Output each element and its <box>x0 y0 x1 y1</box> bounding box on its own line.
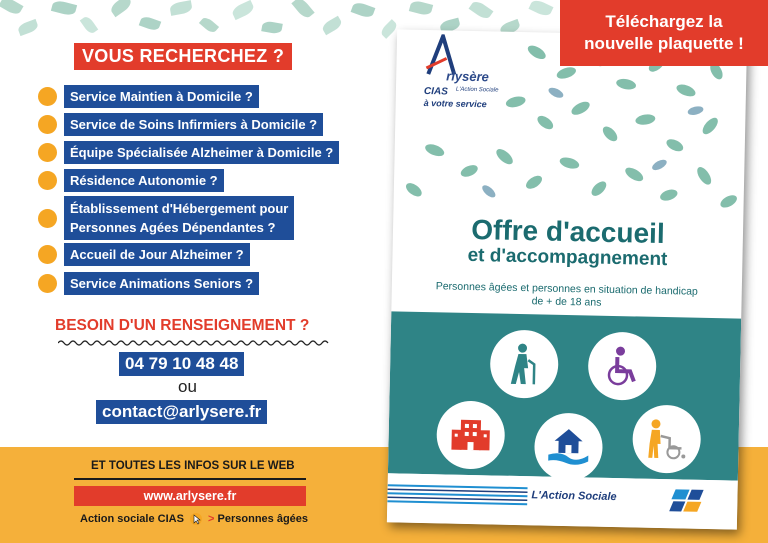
list-item[interactable] <box>38 196 294 240</box>
question-label: Service Animations Seniors ? <box>64 272 259 295</box>
brochure-description <box>391 279 741 312</box>
need-info-heading: BESOIN D'UN RENSEIGNEMENT ? <box>55 317 310 334</box>
brochure-title: Offre d'accueil <box>470 213 665 250</box>
list-item[interactable] <box>38 243 250 266</box>
house-hand-icon <box>534 412 603 481</box>
or-text: ou <box>178 377 197 396</box>
brochure-footer-label: L'Action Sociale <box>531 489 617 504</box>
divider <box>74 478 306 480</box>
download-brochure-button[interactable] <box>560 0 768 66</box>
website-link[interactable]: www.arlysere.fr <box>74 486 306 506</box>
breadcrumb[interactable] <box>80 512 308 526</box>
question-label: Résidence Autonomie ? <box>64 169 224 192</box>
email-link[interactable]: contact@arlysere.fr <box>96 400 267 424</box>
web-info-heading: ET TOUTES LES INFOS SUR LE WEB <box>91 460 295 472</box>
question-label: Service de Soins Infirmiers à Domicile ? <box>64 113 323 136</box>
breadcrumb-page: Personnes âgées <box>217 512 309 525</box>
brochure-description-line2: de + de 18 ans <box>531 295 602 309</box>
services-icons-panel <box>388 311 741 480</box>
bullet-icon <box>38 209 57 228</box>
breadcrumb-separator: > <box>208 512 215 525</box>
question-label-line1: Établissement d'Hébergement pour <box>70 201 289 216</box>
wheelchair-icon <box>587 331 656 400</box>
building-icon <box>436 400 505 469</box>
arlysere-mark-icon <box>669 487 706 516</box>
list-item[interactable] <box>38 169 224 192</box>
bullet-icon <box>38 115 57 134</box>
wavy-divider <box>58 339 333 347</box>
bullet-icon <box>38 171 57 190</box>
breadcrumb-section: Action sociale CIAS <box>80 512 184 525</box>
question-label: Équipe Spécialisée Alzheimer à Domicile ? <box>64 141 339 164</box>
bullet-icon <box>38 245 57 264</box>
list-item[interactable] <box>38 85 259 108</box>
bullet-icon <box>38 87 57 106</box>
bullet-icon <box>38 143 57 162</box>
logo-tagline: à votre service <box>423 97 487 110</box>
brochure-description-line1: Personnes âgées et personnes en situation de handicap <box>435 280 698 298</box>
arlysere-logo <box>413 34 505 116</box>
elderly-walker-icon <box>490 329 559 398</box>
brochure-subtitle: et d'accompagnement <box>467 244 668 271</box>
list-item[interactable] <box>38 113 323 136</box>
bullet-icon <box>38 274 57 293</box>
logo-name: rlysère <box>446 68 490 85</box>
pointer-icon <box>189 512 203 526</box>
question-label <box>64 196 294 240</box>
question-label: Accueil de Jour Alzheimer ? <box>64 243 250 266</box>
wheelchair-helper-icon <box>632 404 701 473</box>
download-line2: nouvelle plaquette ! <box>584 34 744 53</box>
list-item[interactable] <box>38 141 339 164</box>
download-line1: Téléchargez la <box>605 12 723 31</box>
brochure-cover[interactable] <box>387 29 747 529</box>
list-item[interactable] <box>38 272 259 295</box>
page-title: VOUS RECHERCHEZ ? <box>74 43 292 70</box>
logo-cias-subtitle: L'Action Sociale <box>455 86 499 94</box>
logo-cias: CIAS <box>423 85 448 98</box>
stripes-decoration <box>387 481 528 514</box>
question-label: Service Maintien à Domicile ? <box>64 85 259 108</box>
brochure-footer <box>387 473 738 529</box>
question-label-line2: Personnes Agées Dépendantes ? <box>70 220 276 235</box>
phone-number[interactable]: 04 79 10 48 48 <box>119 352 244 376</box>
